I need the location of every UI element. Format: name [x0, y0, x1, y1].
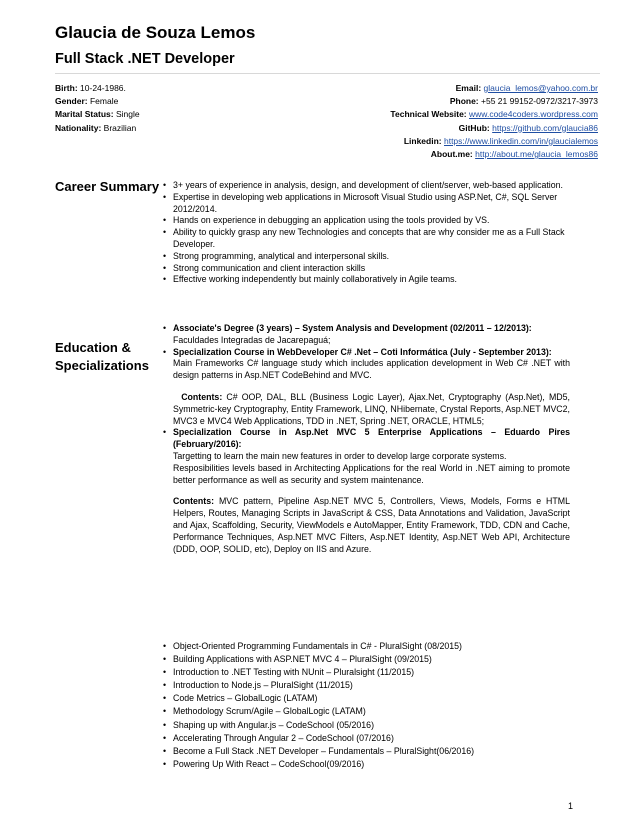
bullet-icon: •	[163, 274, 167, 285]
list-item: • Hands on experience in debugging an application using the tools provided by VS.	[163, 215, 490, 226]
career-summary-list	[163, 180, 570, 286]
phone-line	[390, 95, 598, 108]
degree-item	[163, 323, 570, 347]
list-item: • Object-Oriented Programming Fundamentals in C# - PluralSight (08/2015)	[173, 640, 570, 653]
email-label: Email:	[455, 83, 482, 93]
course-description: Main Frameworks C# language study which includes application development in Web C# .NET with design patterns in Asp.NET CodeBehind and MVC.	[173, 358, 570, 381]
bullet-icon: •	[163, 719, 167, 730]
github-link[interactable]: https://github.com/glaucia86	[492, 122, 598, 133]
degree-school: Faculdades Integradas de Jacarepaguá;	[173, 334, 331, 345]
education-list	[163, 323, 570, 555]
contact-info	[390, 82, 598, 161]
candidate-name: Glaucia de Souza Lemos	[55, 23, 256, 42]
course-title: Specialization Course in WebDeveloper C# .Net – Coti Informática (July - September 2013):	[173, 346, 552, 357]
bullet-icon: •	[163, 191, 167, 202]
bullet-icon: •	[163, 262, 167, 273]
list-item: • Strong communication and client interaction skills	[163, 262, 366, 273]
linkedin-link[interactable]: https://www.linkedin.com/in/glaucialemos	[443, 135, 598, 146]
bullet-icon: •	[163, 323, 167, 333]
list-item: • Shaping up with Angular.js – CodeSchool (05/2016)	[173, 719, 570, 732]
bullet-icon: •	[163, 758, 167, 769]
marital-line	[55, 108, 140, 121]
course-item	[163, 427, 570, 555]
bullet-icon: •	[163, 346, 167, 357]
spacer	[173, 486, 570, 496]
email-line	[390, 82, 598, 95]
course-description: Resposibilities levels based in Architecting Applications for the real World in .NET aiming to promote better performance as well as security and system maintenance.	[173, 462, 570, 485]
career-summary-heading: Career Summary	[55, 179, 160, 194]
nationality-label: Nationality:	[55, 122, 102, 133]
nationality-value: Brazilian	[103, 122, 137, 133]
marital-value: Single	[115, 109, 140, 120]
header-divider	[55, 73, 600, 74]
github-line	[390, 122, 598, 135]
website-line	[390, 108, 598, 121]
gender-value: Female	[89, 96, 119, 107]
list-item: • Effective working independently but mainly collaboratively in Agile teams.	[163, 274, 457, 285]
bullet-icon: •	[163, 250, 167, 261]
aboutme-label: About.me:	[430, 149, 473, 160]
list-item: • Code Metrics – GlobalLogic (LATAM)	[173, 692, 570, 705]
bullet-icon: •	[163, 180, 167, 190]
bullet-icon: •	[163, 745, 167, 756]
bullet-icon: •	[163, 732, 167, 743]
bullet-icon: •	[163, 654, 167, 665]
page-number: 1	[568, 801, 574, 811]
email-link[interactable]: glaucia_lemos@yahoo.com.br	[483, 83, 598, 93]
education-heading: Education & Specializations	[55, 340, 149, 373]
phone-label: Phone:	[449, 96, 479, 107]
linkedin-line	[390, 135, 598, 148]
website-link[interactable]: www.code4coders.wordpress.com	[469, 109, 598, 120]
courses-list	[163, 640, 570, 771]
bullet-icon: •	[163, 706, 167, 717]
bullet-icon: •	[163, 693, 167, 704]
list-item: • Introduction to .NET Testing with NUnit – Pluralsight (11/2015)	[173, 666, 570, 679]
list-item: • Ability to quickly grasp any new Technologies and concepts that are why consider me as a Full Stack Developer.	[163, 227, 565, 249]
course-item	[163, 346, 570, 428]
linkedin-label: Linkedin:	[403, 135, 442, 146]
list-item: • Accelerating Through Angular 2 – CodeSchool (07/2016)	[173, 732, 570, 745]
marital-label: Marital Status:	[55, 109, 114, 120]
bullet-icon: •	[163, 641, 167, 651]
bullet-icon: •	[163, 215, 167, 226]
birth-label: Birth:	[55, 83, 78, 93]
aboutme-link[interactable]: http://about.me/glaucia_lemos86	[475, 149, 598, 160]
course-contents: Contents: MVC pattern, Pipeline Asp.NET MVC 5, Controllers, Views, Models, Forms e HTML Helpers, Routes, Managing Scripts in JavaScript & CSS, Data Annotations and Validation, JavaScript and Ajax, Scaffolding, Security, ViewModels e AutoMapper, Entity Framework, TDD, CDN and Cache, Performance Techniques, Asp.NET MVC Filters, Asp.NET Identity, Asp.NET Web API, Architecture (DDD, OOP, SOLID, etc), Deploy on IIS and Azure.	[173, 496, 570, 554]
bullet-icon: •	[163, 667, 167, 678]
job-title: Full Stack .NET Developer	[55, 51, 235, 67]
gender-label: Gender:	[55, 96, 88, 107]
degree-title: Associate's Degree (3 years) – System Analysis and Development (02/2011 – 12/2013):	[173, 323, 532, 333]
phone-value: +55 21 99152-0972/3217-3973	[481, 96, 598, 107]
spacer	[173, 382, 570, 392]
list-item: • Become a Full Stack .NET Developer – Fundamentals – PluralSight(06/2016)	[173, 745, 570, 758]
list-item: • 3+ years of experience in analysis, design, and development of client/server, web-based application.	[163, 180, 563, 190]
github-label: GitHub:	[458, 122, 490, 133]
bullet-icon: •	[163, 427, 167, 438]
course-description: Targetting to learn the main new features in order to develop large corporate systems.	[173, 450, 507, 461]
birth-line	[55, 82, 140, 95]
bullet-icon: •	[163, 680, 167, 691]
list-item: • Methodology Scrum/Agile – GlobalLogic (LATAM)	[173, 705, 570, 718]
list-item: • Expertise in developing web applications in Microsoft Visual Studio using ASP.Net, C#, SQL Server 2012/2014.	[163, 191, 558, 214]
personal-info	[55, 82, 140, 135]
website-label: Technical Website:	[390, 109, 467, 120]
birth-value: 10-24-1986.	[80, 83, 126, 93]
course-contents: Contents: C# OOP, DAL, BLL (Business Logic Layer), Ajax.Net, Cryptography (Asp.Net), MD5, Symmetric-key Cryptography, Entity Framework, LINQ, NHibernate, Crystal Reports, Asp.NET MVC2, MVC3 e MVC4 Web Applications, TDD in .NET, Spring .NET, ORACLE, HTML5;	[173, 391, 570, 426]
aboutme-line	[390, 148, 598, 161]
list-item: • Introduction to Node.js – PluralSight (11/2015)	[173, 679, 570, 692]
bullet-icon: •	[163, 227, 167, 238]
list-item: • Building Applications with ASP.NET MVC 4 – PluralSight (09/2015)	[173, 653, 570, 666]
gender-line	[55, 95, 140, 108]
list-item: • Strong programming, analytical and interpersonal skills.	[163, 250, 390, 261]
list-item: • Powering Up With React – CodeSchool(09/2016)	[173, 758, 570, 771]
nationality-line	[55, 122, 140, 135]
course-title: Specialization Course in Asp.Net MVC 5 Enterprise Applications – Eduardo Pires (February/2016):	[173, 427, 570, 450]
